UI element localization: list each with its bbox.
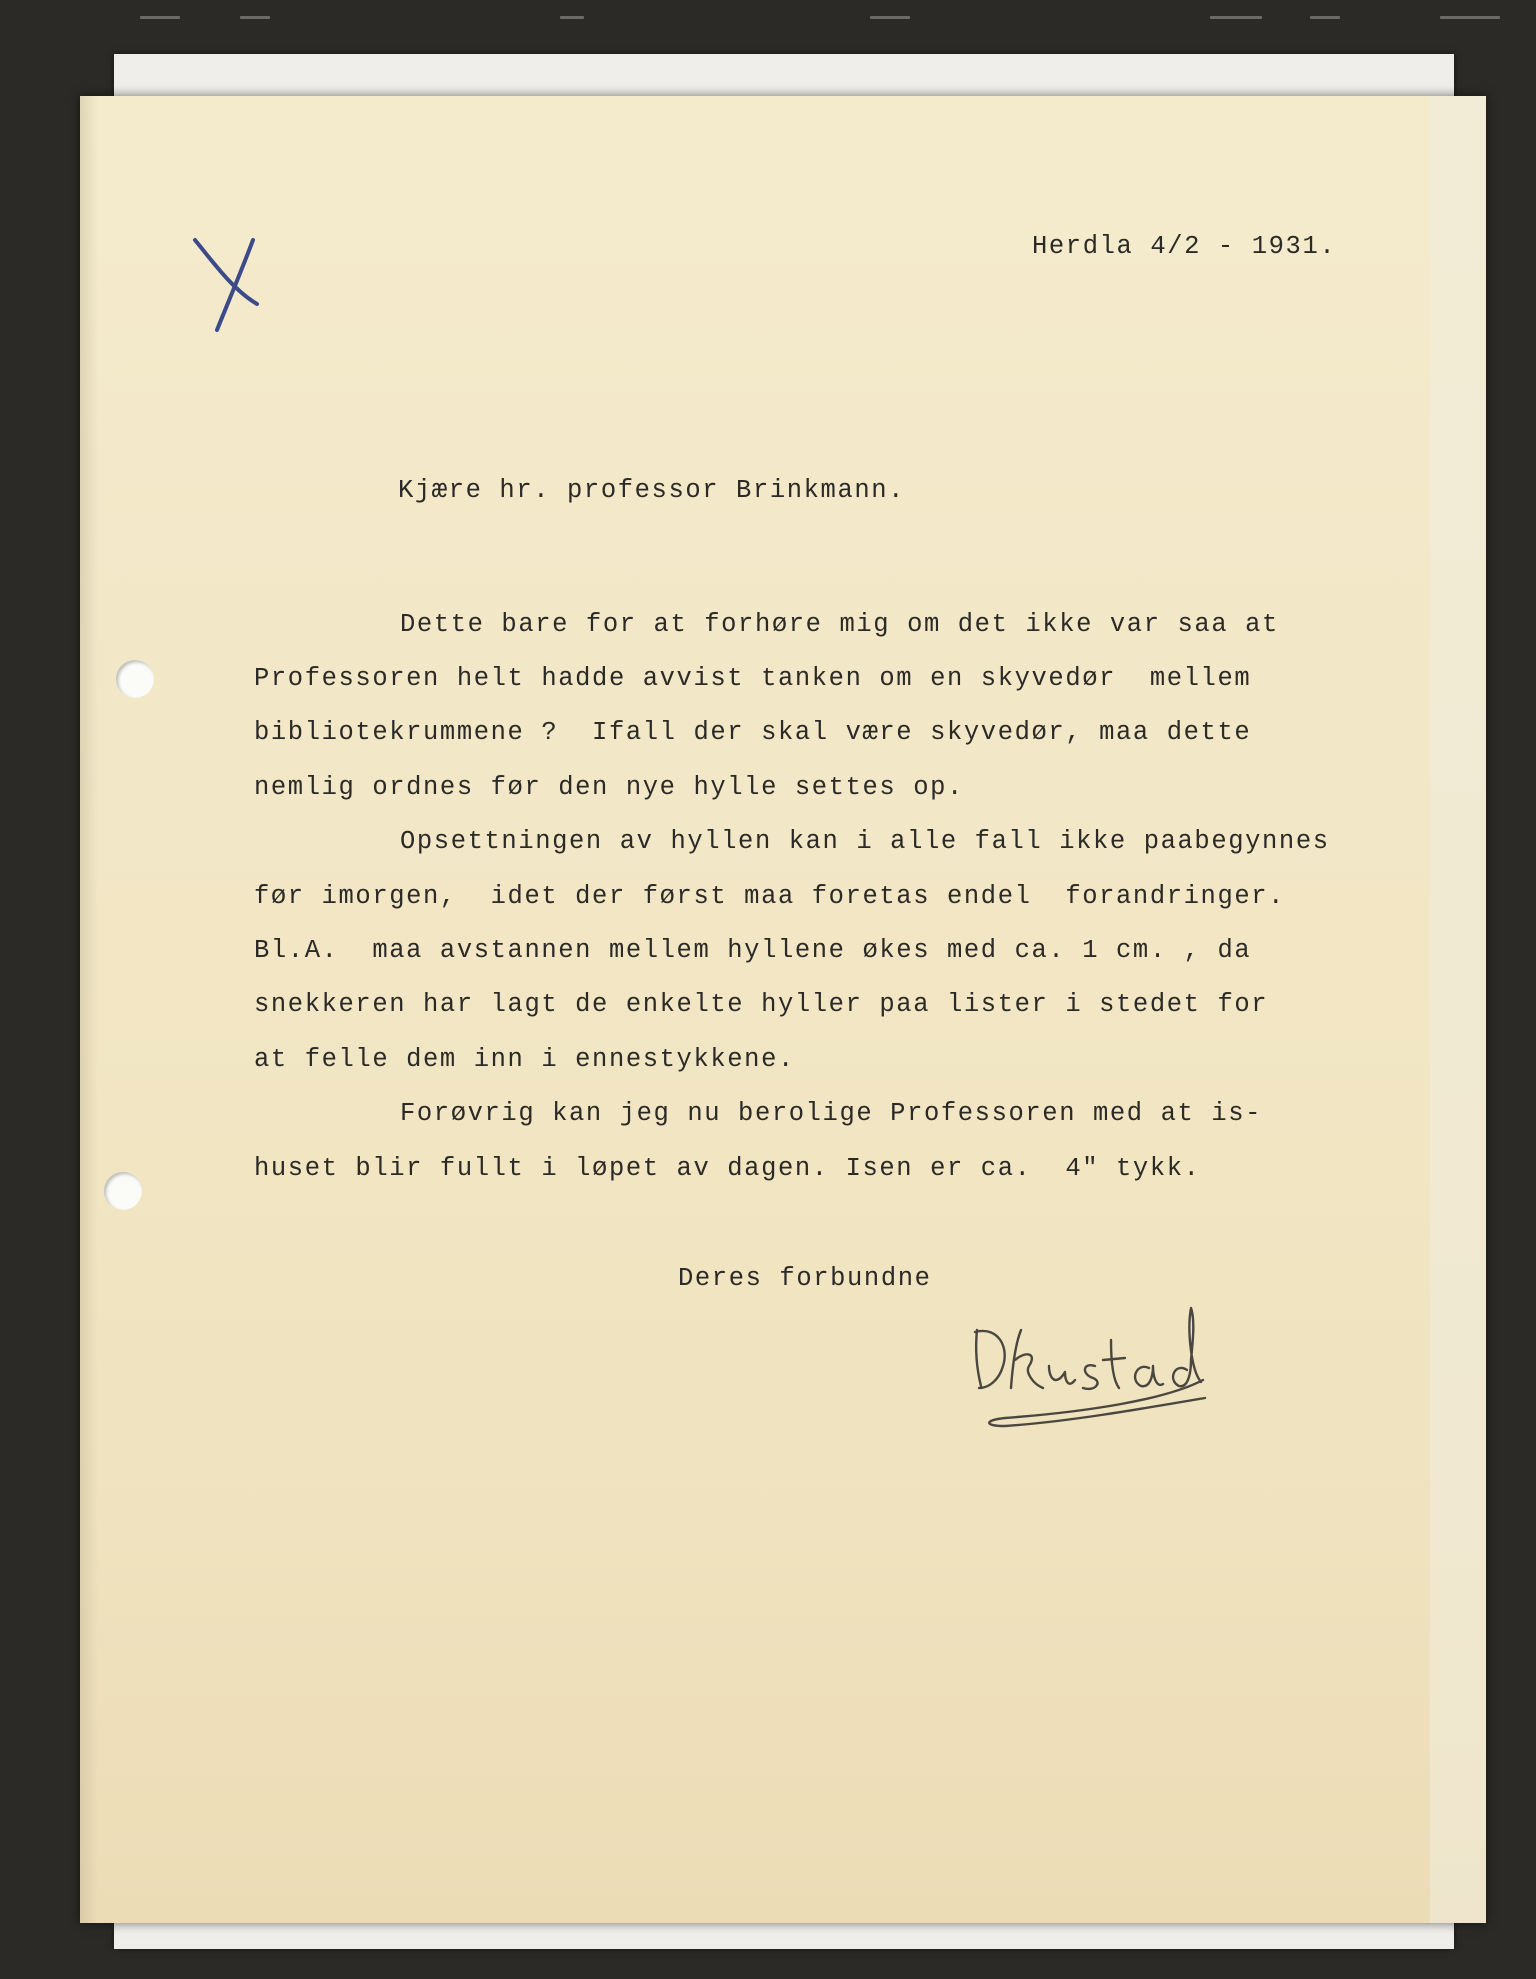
body-line: Forøvrig kan jeg nu berolige Professoren med at is- <box>400 1099 1263 1128</box>
pencil-x-mark <box>185 232 275 342</box>
body-line: at felle dem inn i ennestykkene. <box>254 1045 795 1074</box>
punch-hole-top <box>116 660 154 698</box>
body-line: Professoren helt hadde avvist tanken om en skyvedør mellem <box>254 664 1252 693</box>
handwritten-signature <box>965 1300 1215 1435</box>
scan-edge-marks <box>0 10 1536 22</box>
place-date: Herdla 4/2 - 1931. <box>1032 232 1337 261</box>
closing: Deres forbundne <box>678 1264 932 1293</box>
body-line: Opsettningen av hyllen kan i alle fall ikke paabegynnes <box>400 827 1330 856</box>
body-line: huset blir fullt i løpet av dagen. Isen er ca. 4" tykk. <box>254 1154 1201 1183</box>
body-line: nemlig ordnes før den nye hylle settes op. <box>254 773 964 802</box>
body-line: snekkeren har lagt de enkelte hyller paa lister i stedet for <box>254 990 1269 1019</box>
body-line: før imorgen, idet der først maa foretas endel forandringer. <box>254 882 1286 911</box>
salutation: Kjære hr. professor Brinkmann. <box>398 476 906 505</box>
body-line: Bl.A. maa avstannen mellem hyllene økes med ca. 1 cm. , da <box>254 936 1252 965</box>
body-line: bibliotekrummene ? Ifall der skal være skyvedør, maa dette <box>254 718 1252 747</box>
body-line: Dette bare for at forhøre mig om det ikke var saa at <box>400 610 1279 639</box>
punch-hole-bottom <box>104 1172 142 1210</box>
translucent-sheet-edge <box>1430 96 1486 1923</box>
